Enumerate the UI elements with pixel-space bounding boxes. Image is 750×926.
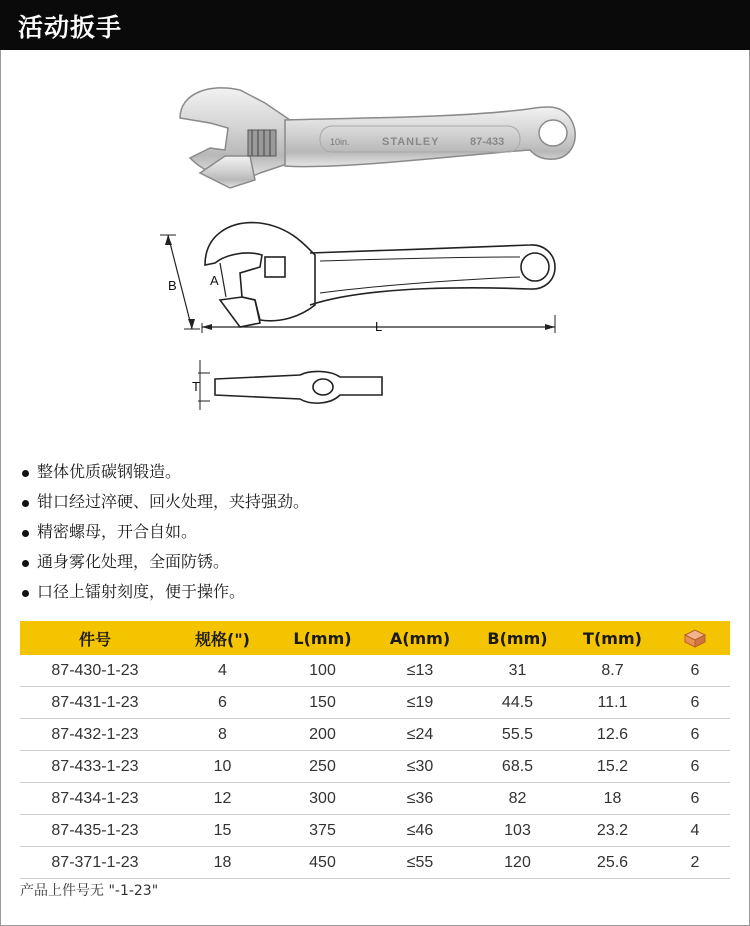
size-cell: 18 <box>170 847 275 879</box>
footnote: 产品上件号无 "-1-23" <box>20 883 159 899</box>
size-cell: 10 <box>170 751 275 783</box>
jaw-opening-cell: ≤55 <box>370 847 470 879</box>
header-size: 规格(") <box>170 621 275 655</box>
table-row <box>20 687 730 719</box>
head-width-cell: 120 <box>470 847 565 879</box>
box-icon <box>683 628 707 648</box>
table-header-row <box>20 621 730 655</box>
feature-item: 口径上镭射刻度，便于操作。 <box>20 577 309 607</box>
feature-list <box>20 457 309 607</box>
length-cell: 300 <box>275 783 370 815</box>
head-width-cell: 55.5 <box>470 719 565 751</box>
part-number-cell: 87-371-1-23 <box>20 847 170 879</box>
part-number-cell: 87-431-1-23 <box>20 687 170 719</box>
dimension-label-l: L <box>375 319 383 334</box>
table-row <box>20 751 730 783</box>
thickness-cell: 11.1 <box>565 687 660 719</box>
thickness-cell: 23.2 <box>565 815 660 847</box>
dimension-label-a: A <box>210 273 219 288</box>
package-qty-cell: 6 <box>660 655 730 687</box>
jaw-opening-cell: ≤24 <box>370 719 470 751</box>
jaw-opening-cell: ≤19 <box>370 687 470 719</box>
package-qty-cell: 6 <box>660 719 730 751</box>
jaw-opening-cell: ≤13 <box>370 655 470 687</box>
thickness-cell: 12.6 <box>565 719 660 751</box>
photo-model-engraving: 87-433 <box>470 136 505 148</box>
size-cell: 12 <box>170 783 275 815</box>
package-qty-cell: 2 <box>660 847 730 879</box>
size-cell: 4 <box>170 655 275 687</box>
table-row <box>20 719 730 751</box>
table-row <box>20 815 730 847</box>
thickness-cell: 8.7 <box>565 655 660 687</box>
part-number-cell: 87-433-1-23 <box>20 751 170 783</box>
header-head-width: B(mm) <box>470 621 565 655</box>
length-cell: 375 <box>275 815 370 847</box>
title-bar <box>0 0 750 50</box>
head-width-cell: 68.5 <box>470 751 565 783</box>
table-row <box>20 655 730 687</box>
length-cell: 150 <box>275 687 370 719</box>
length-cell: 100 <box>275 655 370 687</box>
size-cell: 6 <box>170 687 275 719</box>
header-package-qty <box>660 621 730 655</box>
photo-size-engraving: 10in. <box>330 137 350 147</box>
header-length: L(mm) <box>275 621 370 655</box>
head-width-cell: 44.5 <box>470 687 565 719</box>
table-row <box>20 783 730 815</box>
spec-table <box>20 621 730 879</box>
header-jaw-opening: A(mm) <box>370 621 470 655</box>
jaw-opening-cell: ≤46 <box>370 815 470 847</box>
part-number-cell: 87-435-1-23 <box>20 815 170 847</box>
head-width-cell: 31 <box>470 655 565 687</box>
header-thickness: T(mm) <box>565 621 660 655</box>
feature-item: 钳口经过淬硬、回火处理，夹持强劲。 <box>20 487 309 517</box>
part-number-cell: 87-430-1-23 <box>20 655 170 687</box>
photo-brand-engraving: STANLEY <box>382 136 440 148</box>
dimension-label-b: B <box>168 278 177 293</box>
wrench-photo <box>170 78 590 198</box>
feature-item: 精密螺母，开合自如。 <box>20 517 309 547</box>
table-row <box>20 847 730 879</box>
dimension-drawing <box>150 205 580 435</box>
page-title: 活动扳手 <box>18 13 123 42</box>
head-width-cell: 82 <box>470 783 565 815</box>
thickness-cell: 18 <box>565 783 660 815</box>
thickness-cell: 15.2 <box>565 751 660 783</box>
package-qty-cell: 4 <box>660 815 730 847</box>
length-cell: 200 <box>275 719 370 751</box>
part-number-cell: 87-432-1-23 <box>20 719 170 751</box>
feature-item: 整体优质碳钢锻造。 <box>20 457 309 487</box>
package-qty-cell: 6 <box>660 687 730 719</box>
size-cell: 8 <box>170 719 275 751</box>
thickness-cell: 25.6 <box>565 847 660 879</box>
size-cell: 15 <box>170 815 275 847</box>
part-number-cell: 87-434-1-23 <box>20 783 170 815</box>
jaw-opening-cell: ≤30 <box>370 751 470 783</box>
package-qty-cell: 6 <box>660 783 730 815</box>
length-cell: 250 <box>275 751 370 783</box>
jaw-opening-cell: ≤36 <box>370 783 470 815</box>
dimension-label-t: T <box>192 379 200 394</box>
length-cell: 450 <box>275 847 370 879</box>
header-part-number: 件号 <box>20 621 170 655</box>
feature-item: 通身雾化处理，全面防锈。 <box>20 547 309 577</box>
head-width-cell: 103 <box>470 815 565 847</box>
package-qty-cell: 6 <box>660 751 730 783</box>
